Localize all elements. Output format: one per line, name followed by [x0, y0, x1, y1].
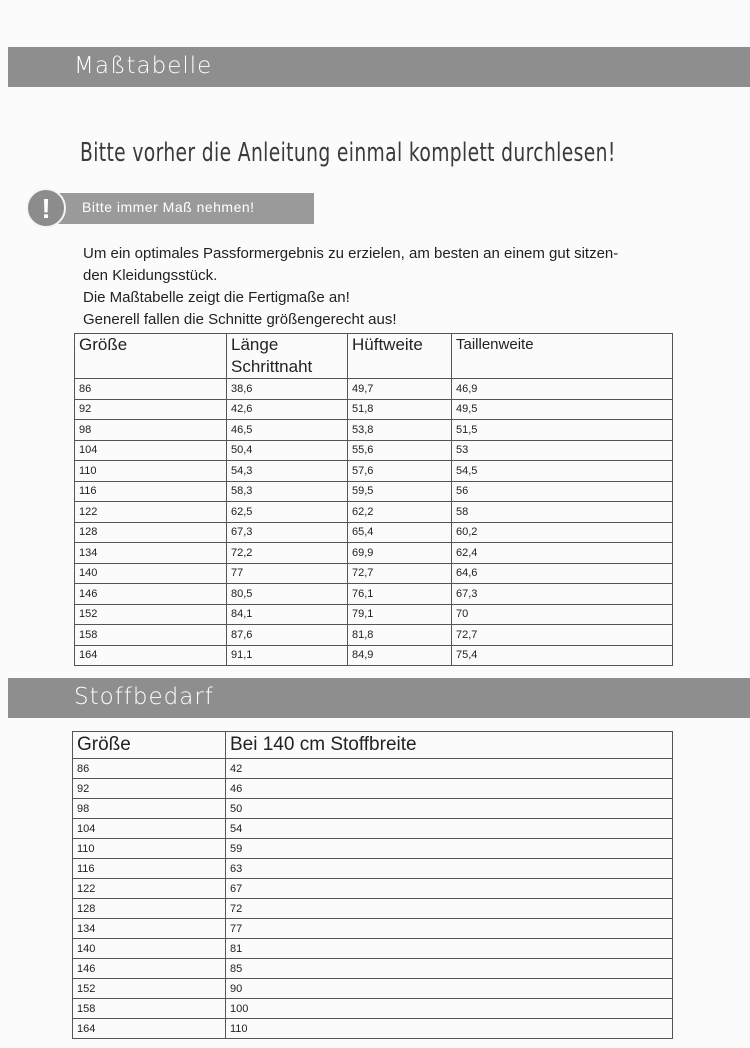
table-row — [75, 420, 673, 441]
table-cell: 122 — [73, 879, 226, 899]
table-cell: 54,5 — [452, 461, 673, 482]
header-stoffbreite: Bei 140 cm Stoffbreite — [226, 732, 673, 759]
table-cell: 46 — [226, 779, 673, 799]
table-row — [75, 543, 673, 564]
header-taillenweite: Taillenweite — [452, 334, 673, 379]
table-cell: 46,5 — [227, 420, 348, 441]
table-row — [75, 379, 673, 400]
table-cell: 110 — [226, 1019, 673, 1039]
table-cell: 58,3 — [227, 481, 348, 502]
table-row — [73, 1019, 673, 1039]
table-cell: 90 — [226, 979, 673, 999]
table-row — [73, 999, 673, 1019]
table-row — [73, 919, 673, 939]
table-cell: 58 — [452, 502, 673, 523]
table-row — [73, 979, 673, 999]
table-cell: 146 — [73, 959, 226, 979]
table-cell: 104 — [75, 440, 227, 461]
table-row — [75, 440, 673, 461]
table-cell: 64,6 — [452, 563, 673, 584]
table-cell: 134 — [75, 543, 227, 564]
table-cell: 38,6 — [227, 379, 348, 400]
table-row — [75, 461, 673, 482]
table-cell: 42,6 — [227, 399, 348, 420]
table-cell: 100 — [226, 999, 673, 1019]
table-cell: 72,7 — [348, 563, 452, 584]
table-cell: 57,6 — [348, 461, 452, 482]
header-groesse: Größe — [73, 732, 226, 759]
table-cell: 50 — [226, 799, 673, 819]
table-row — [73, 819, 673, 839]
table-row — [73, 959, 673, 979]
table-cell: 91,1 — [227, 645, 348, 666]
table-cell: 104 — [73, 819, 226, 839]
intro-line: Um ein optimales Passformergebnis zu erzielen, am besten an einem gut sitzen- — [83, 245, 619, 262]
table-cell: 86 — [75, 379, 227, 400]
table-row — [73, 859, 673, 879]
table-cell: 84,1 — [227, 604, 348, 625]
table-cell: 67,3 — [227, 522, 348, 543]
table-cell: 158 — [73, 999, 226, 1019]
table-cell: 54 — [226, 819, 673, 839]
table-row — [75, 584, 673, 605]
table-cell: 164 — [73, 1019, 226, 1039]
table-cell: 128 — [75, 522, 227, 543]
section-banner-stoffbedarf — [8, 678, 750, 718]
table-header-row — [75, 334, 673, 379]
exclamation-icon: ! — [26, 188, 66, 228]
handwritten-note: Bitte vorher die Anleitung einmal komplett durchlesen! — [80, 138, 616, 168]
table-cell: 70 — [452, 604, 673, 625]
table-cell: 72,2 — [227, 543, 348, 564]
table-cell: 140 — [75, 563, 227, 584]
table-cell: 152 — [75, 604, 227, 625]
section-title: Stoffbedarf — [74, 684, 214, 710]
table-header-row — [73, 732, 673, 759]
table-cell: 59,5 — [348, 481, 452, 502]
table-cell: 164 — [75, 645, 227, 666]
table-row — [75, 399, 673, 420]
table-cell: 80,5 — [227, 584, 348, 605]
header-hueftweite: Hüftweite — [348, 334, 452, 379]
table-cell: 85 — [226, 959, 673, 979]
table-cell: 53,8 — [348, 420, 452, 441]
table-row — [75, 625, 673, 646]
table-cell: 67,3 — [452, 584, 673, 605]
table-cell: 51,5 — [452, 420, 673, 441]
table-cell: 69,9 — [348, 543, 452, 564]
table-cell: 140 — [73, 939, 226, 959]
table-cell: 98 — [75, 420, 227, 441]
table-cell: 59 — [226, 839, 673, 859]
header-laenge-schrittnaht: Länge Schrittnaht — [227, 334, 348, 379]
table-cell: 62,4 — [452, 543, 673, 564]
table-cell: 62,2 — [348, 502, 452, 523]
intro-line: Die Maßtabelle zeigt die Fertigmaße an! — [83, 289, 350, 306]
section-title: Maßtabelle — [74, 53, 213, 79]
size-table — [74, 333, 673, 666]
table-cell: 75,4 — [452, 645, 673, 666]
table-cell: 128 — [73, 899, 226, 919]
table-cell: 53 — [452, 440, 673, 461]
table-cell: 122 — [75, 502, 227, 523]
section-banner-masstabelle — [8, 47, 750, 87]
table-cell: 86 — [73, 759, 226, 779]
table-cell: 67 — [226, 879, 673, 899]
table-cell: 76,1 — [348, 584, 452, 605]
header-groesse: Größe — [75, 334, 227, 379]
table-cell: 77 — [227, 563, 348, 584]
table-cell: 98 — [73, 799, 226, 819]
table-cell: 63 — [226, 859, 673, 879]
table-cell: 55,6 — [348, 440, 452, 461]
warning-text: Bitte immer Maß nehmen! — [82, 199, 255, 215]
table-cell: 56 — [452, 481, 673, 502]
table-cell: 110 — [75, 461, 227, 482]
table-cell: 152 — [73, 979, 226, 999]
table-row — [75, 522, 673, 543]
table-row — [75, 645, 673, 666]
warning-bar — [26, 188, 316, 228]
table-cell: 92 — [73, 779, 226, 799]
table-row — [73, 879, 673, 899]
table-row — [73, 779, 673, 799]
table-cell: 79,1 — [348, 604, 452, 625]
table-row — [73, 839, 673, 859]
table-row — [73, 759, 673, 779]
table-cell: 72 — [226, 899, 673, 919]
table-cell: 84,9 — [348, 645, 452, 666]
table-cell: 60,2 — [452, 522, 673, 543]
table-cell: 77 — [226, 919, 673, 939]
table-cell: 54,3 — [227, 461, 348, 482]
table-cell: 110 — [73, 839, 226, 859]
table-cell: 116 — [75, 481, 227, 502]
table-row — [75, 481, 673, 502]
table-cell: 87,6 — [227, 625, 348, 646]
table-cell: 116 — [73, 859, 226, 879]
table-cell: 51,8 — [348, 399, 452, 420]
intro-text — [83, 243, 618, 331]
table-row — [75, 563, 673, 584]
table-cell: 158 — [75, 625, 227, 646]
table-cell: 62,5 — [227, 502, 348, 523]
table-cell: 46,9 — [452, 379, 673, 400]
table-cell: 72,7 — [452, 625, 673, 646]
table-cell: 50,4 — [227, 440, 348, 461]
table-cell: 81 — [226, 939, 673, 959]
fabric-table — [72, 731, 673, 1039]
table-row — [73, 899, 673, 919]
table-cell: 49,7 — [348, 379, 452, 400]
table-row — [73, 799, 673, 819]
table-cell: 81,8 — [348, 625, 452, 646]
table-cell: 42 — [226, 759, 673, 779]
table-cell: 65,4 — [348, 522, 452, 543]
table-cell: 146 — [75, 584, 227, 605]
table-cell: 92 — [75, 399, 227, 420]
intro-line: den Kleidungsstück. — [83, 267, 218, 284]
intro-line: Generell fallen die Schnitte größengerecht aus! — [83, 311, 397, 328]
table-row — [75, 604, 673, 625]
table-row — [73, 939, 673, 959]
table-cell: 49,5 — [452, 399, 673, 420]
table-cell: 134 — [73, 919, 226, 939]
table-row — [75, 502, 673, 523]
